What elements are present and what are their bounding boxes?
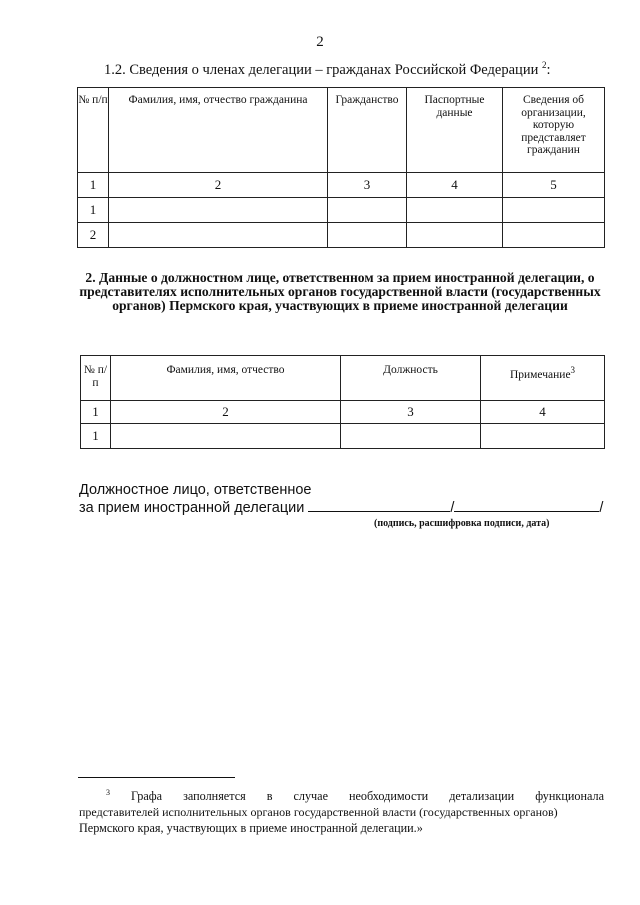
row-number: 2	[78, 223, 109, 248]
footnote-line3: Пермского края, участвующих в приеме иностранной делегации.»	[79, 821, 423, 836]
col-header-full-name: Фамилия, имя, отчество гражданина	[109, 88, 328, 173]
col-number: 4	[481, 401, 605, 424]
cell-passport	[407, 198, 503, 223]
section1-heading-text: 1.2. Сведения о членах делегации – гражданах Российской Федерации	[104, 61, 539, 78]
col-number: 2	[111, 401, 341, 424]
cell-passport	[407, 223, 503, 248]
footnote	[79, 785, 604, 836]
col-header-number: № п/п	[81, 356, 111, 401]
footnote-ref-3: 3	[570, 365, 576, 375]
col-number: 2	[109, 173, 328, 198]
table-header-row	[78, 88, 605, 173]
signature-blank	[308, 499, 450, 512]
cell-note	[481, 424, 605, 449]
footnote-text-line1: Графа заполняется в случае необходимости детализации функционала	[131, 789, 604, 804]
cell-organization	[503, 198, 605, 223]
col-number: 1	[78, 173, 109, 198]
col-header-passport: Паспортные данные	[407, 88, 503, 173]
footnote-line2: представителей исполнительных органов государственной власти (государственных органов)	[79, 805, 558, 820]
signature-separator: /	[450, 500, 455, 516]
col-header-note-text: Примечание	[509, 368, 571, 381]
page-number: 2	[316, 34, 324, 50]
section1-heading	[104, 60, 551, 79]
delegation-members-table	[77, 87, 605, 248]
officials-table	[80, 355, 605, 449]
col-header-full-name: Фамилия, имя, отчество	[111, 356, 341, 401]
cell-full-name	[111, 424, 341, 449]
signature-separator-end: /	[599, 500, 604, 516]
signature-caption: (подпись, расшифровка подписи, дата)	[374, 518, 550, 529]
name-date-blank	[454, 499, 599, 512]
cell-organization	[503, 223, 605, 248]
row-number: 1	[78, 198, 109, 223]
cell-full-name	[109, 198, 328, 223]
col-header-note	[481, 356, 605, 401]
col-header-citizenship: Гражданство	[328, 88, 407, 173]
footnote-ref-2: 2	[541, 60, 547, 70]
cell-citizenship	[328, 223, 407, 248]
section2-heading: 2. Данные о должностном лице, ответственном за прием иностранной делегации, о представителях исполнительных органов государственной власти (государственных органов) Пермского края, участвующих в приеме иностранной делегации	[79, 270, 601, 314]
signature-label-line1: Должностное лицо, ответственное	[79, 482, 312, 498]
footnote-divider	[78, 777, 235, 778]
col-number: 1	[81, 401, 111, 424]
signature-line	[79, 499, 603, 516]
table-row	[81, 424, 605, 449]
cell-full-name	[109, 223, 328, 248]
column-numbering-row	[81, 401, 605, 424]
cell-position	[341, 424, 481, 449]
col-number: 3	[328, 173, 407, 198]
col-header-position: Должность	[341, 356, 481, 401]
table-row	[78, 223, 605, 248]
col-header-number: № п/п	[78, 88, 109, 173]
table-header-row	[81, 356, 605, 401]
col-number: 3	[341, 401, 481, 424]
footnote-marker: 3	[106, 788, 110, 797]
table-row	[78, 198, 605, 223]
section1-heading-suffix: :	[546, 61, 551, 78]
row-number: 1	[81, 424, 111, 449]
signature-label-line2: за прием иностранной делегации	[79, 500, 305, 516]
cell-citizenship	[328, 198, 407, 223]
column-numbering-row	[78, 173, 605, 198]
col-header-organization: Сведения об организации, которую представляет гражданин	[503, 88, 605, 173]
col-number: 4	[407, 173, 503, 198]
col-number: 5	[503, 173, 605, 198]
footnote-line1	[79, 785, 604, 804]
